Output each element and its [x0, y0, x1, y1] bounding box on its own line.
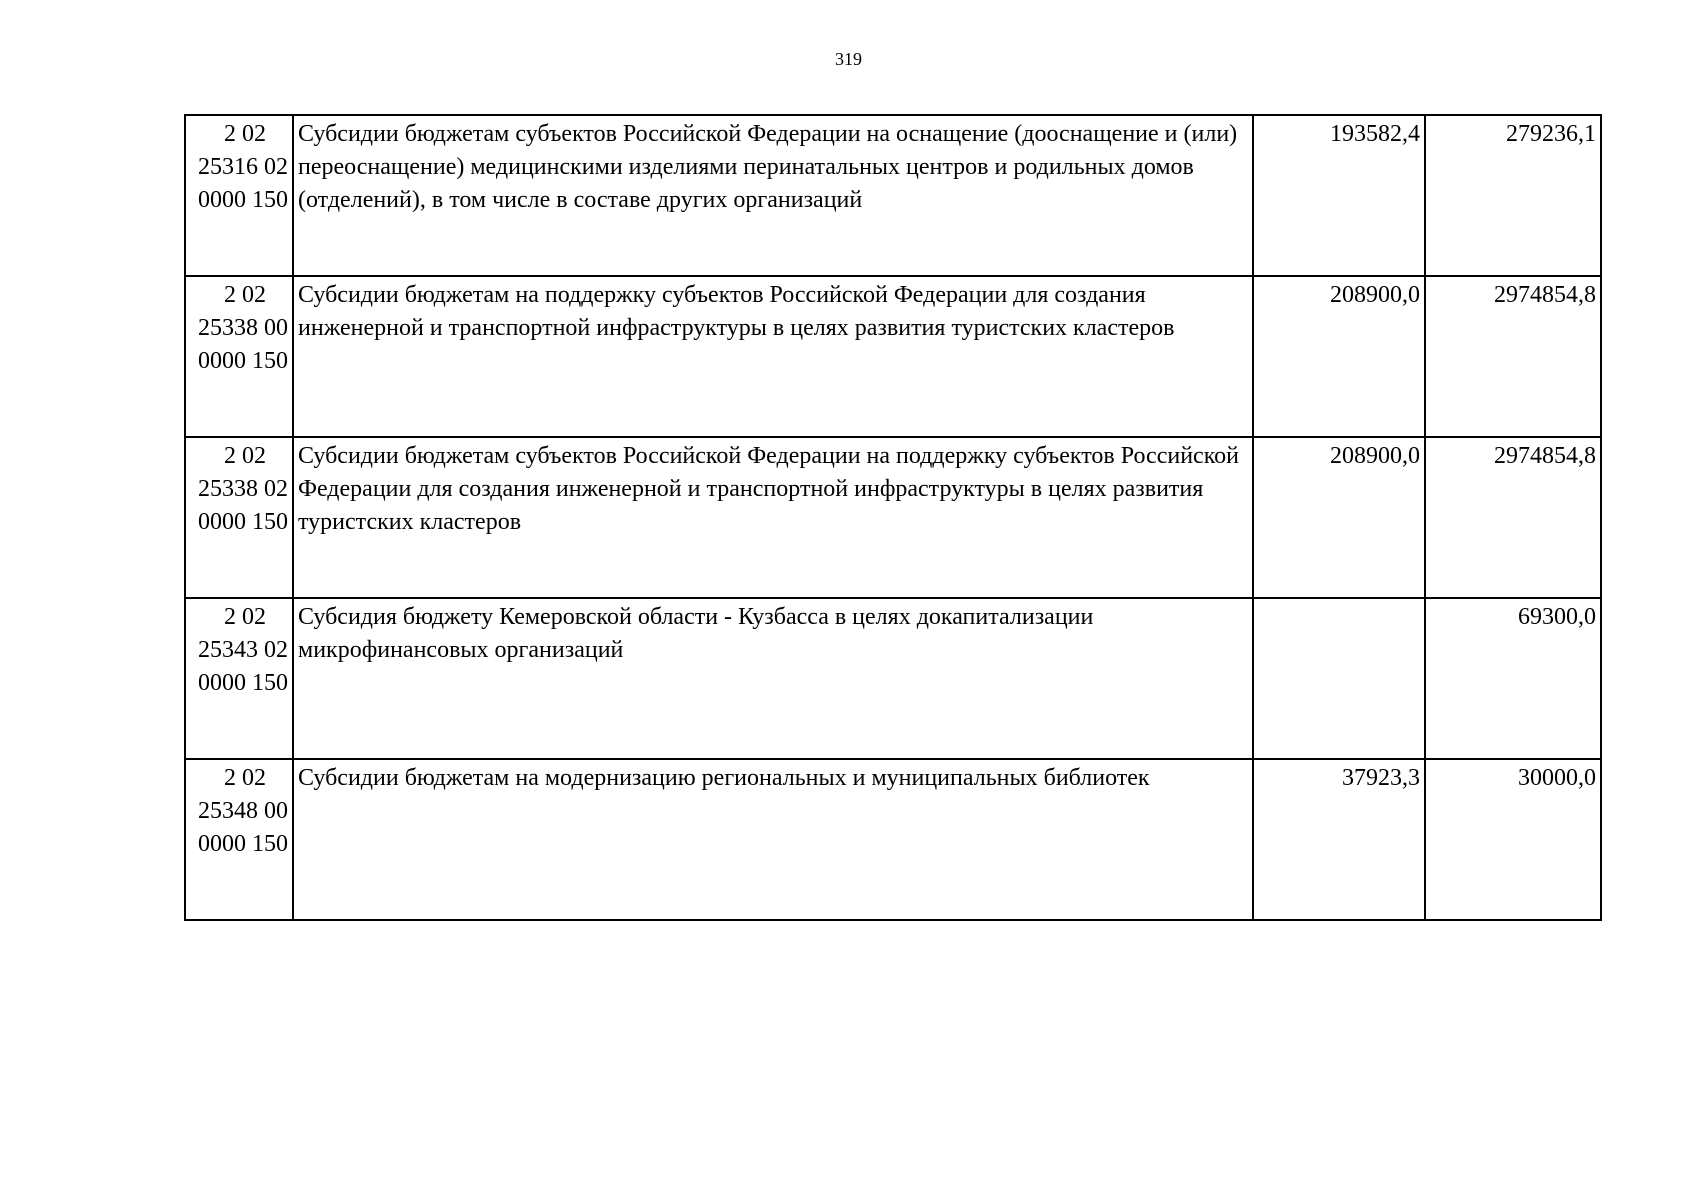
revenue-name-cell: Субсидии бюджетам на модернизацию региональных и муниципальных библиотек	[293, 759, 1253, 920]
budget-code-line: 2 02	[224, 765, 266, 791]
amount-cell-1: 193582,4	[1253, 115, 1425, 276]
table-row	[185, 115, 1601, 276]
budget-code-cell	[185, 276, 293, 437]
budget-code-cell	[185, 759, 293, 920]
amount-cell-1: 37923,3	[1253, 759, 1425, 920]
table-row	[185, 437, 1601, 598]
budget-code-line: 0000 150	[198, 509, 288, 535]
budget-code-line: 25338 02	[198, 476, 288, 502]
budget-code-line: 2 02	[224, 604, 266, 630]
budget-code-line: 0000 150	[198, 670, 288, 696]
budget-code-line: 25316 02	[198, 154, 288, 180]
budget-code-line: 25343 02	[198, 637, 288, 663]
table-row	[185, 598, 1601, 759]
budget-code-line: 0000 150	[198, 831, 288, 857]
budget-code-line: 2 02	[224, 443, 266, 469]
budget-code-line: 0000 150	[198, 187, 288, 213]
budget-code-line: 2 02	[224, 121, 266, 147]
page-number: 319	[835, 49, 862, 69]
table-row	[185, 276, 1601, 437]
revenue-name-cell: Субсидия бюджету Кемеровской области - Кузбасса в целях докапитализации микрофинансовых организаций	[293, 598, 1253, 759]
budget-code-cell	[185, 437, 293, 598]
budget-table	[184, 114, 1602, 921]
amount-cell-2: 2974854,8	[1425, 437, 1601, 598]
revenue-name-cell: Субсидии бюджетам на поддержку субъектов Российской Федерации для создания инженерной и транспортной инфраструктуры в целях развития туристских кластеров	[293, 276, 1253, 437]
amount-cell-2: 2974854,8	[1425, 276, 1601, 437]
amount-cell-1: 208900,0	[1253, 437, 1425, 598]
budget-code-line: 0000 150	[198, 348, 288, 374]
amount-cell-1	[1253, 598, 1425, 759]
amount-cell-2: 30000,0	[1425, 759, 1601, 920]
amount-cell-2: 279236,1	[1425, 115, 1601, 276]
budget-code-line: 2 02	[224, 282, 266, 308]
budget-code-line: 25348 00	[198, 798, 288, 824]
budget-code-cell	[185, 598, 293, 759]
revenue-name-cell: Субсидии бюджетам субъектов Российской Федерации на поддержку субъектов Российской Федерации для создания инженерной и транспортной инфраструктуры в целях развития туристских кластеров	[293, 437, 1253, 598]
revenue-name-cell: Субсидии бюджетам субъектов Российской Федерации на оснащение (дооснащение и (или) переоснащение) медицинскими изделиями перинатальных центров и родильных домов (отделений), в том числе в составе других организаций	[293, 115, 1253, 276]
amount-cell-1: 208900,0	[1253, 276, 1425, 437]
table-row	[185, 759, 1601, 920]
budget-code-cell	[185, 115, 293, 276]
budget-code-line: 25338 00	[198, 315, 288, 341]
amount-cell-2: 69300,0	[1425, 598, 1601, 759]
